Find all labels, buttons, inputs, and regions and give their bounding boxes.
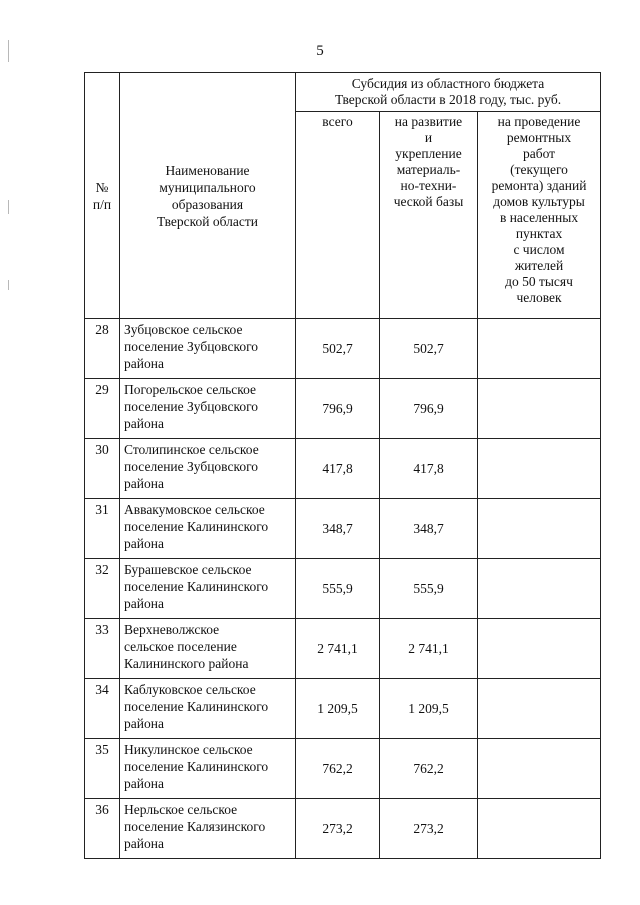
row-total-value: 796,9 xyxy=(296,379,380,439)
table-row xyxy=(85,379,601,439)
row-development-value: 2 741,1 xyxy=(380,619,478,679)
row-repair-value xyxy=(478,679,601,739)
row-development-value: 1 209,5 xyxy=(380,679,478,739)
subsidy-table xyxy=(84,72,601,859)
row-number: 31 xyxy=(85,499,120,559)
header-row-top xyxy=(85,73,601,112)
row-number: 33 xyxy=(85,619,120,679)
row-repair-value xyxy=(478,799,601,859)
row-number: 28 xyxy=(85,319,120,379)
row-total-value: 762,2 xyxy=(296,739,380,799)
row-number: 34 xyxy=(85,679,120,739)
row-municipality-name: Столипинское сельское поселение Зубцовского района xyxy=(120,439,296,499)
row-municipality-name: Зубцовское сельское поселение Зубцовского района xyxy=(120,319,296,379)
row-development-value: 417,8 xyxy=(380,439,478,499)
table-row xyxy=(85,319,601,379)
table-row xyxy=(85,799,601,859)
row-total-value: 417,8 xyxy=(296,439,380,499)
scan-edge-mark xyxy=(8,280,9,290)
table-row xyxy=(85,619,601,679)
table-row xyxy=(85,739,601,799)
table-row xyxy=(85,559,601,619)
header-name-col: Наименование муниципального образования Тверской области xyxy=(120,73,296,319)
header-development-col: на развитие и укрепление материаль- но-техни- ческой базы xyxy=(380,112,478,319)
scan-edge-mark xyxy=(8,200,9,214)
table-row xyxy=(85,679,601,739)
row-number: 32 xyxy=(85,559,120,619)
row-municipality-name: Верхневолжское сельское поселение Калининского района xyxy=(120,619,296,679)
table-row xyxy=(85,439,601,499)
row-total-value: 2 741,1 xyxy=(296,619,380,679)
row-number: 29 xyxy=(85,379,120,439)
header-subsidy-group: Субсидия из областного бюджета Тверской области в 2018 году, тыс. руб. xyxy=(296,73,601,112)
row-development-value: 762,2 xyxy=(380,739,478,799)
row-total-value: 555,9 xyxy=(296,559,380,619)
header-repair-col: на проведение ремонтных работ (текущего ремонта) зданий домов культуры в населенных пунктах с числом жителей до 50 тысяч человек xyxy=(478,112,601,319)
row-repair-value xyxy=(478,619,601,679)
row-total-value: 348,7 xyxy=(296,499,380,559)
row-repair-value xyxy=(478,319,601,379)
row-total-value: 1 209,5 xyxy=(296,679,380,739)
row-repair-value xyxy=(478,739,601,799)
row-repair-value xyxy=(478,439,601,499)
table-header xyxy=(85,73,601,319)
table-body xyxy=(85,319,601,859)
header-total-col: всего xyxy=(296,112,380,319)
row-municipality-name: Погорельское сельское поселение Зубцовского района xyxy=(120,379,296,439)
row-municipality-name: Нерльское сельское поселение Калязинского района xyxy=(120,799,296,859)
row-development-value: 348,7 xyxy=(380,499,478,559)
header-number-col: № п/п xyxy=(85,73,120,319)
row-municipality-name: Бурашевское сельское поселение Калининского района xyxy=(120,559,296,619)
row-development-value: 502,7 xyxy=(380,319,478,379)
row-number: 35 xyxy=(85,739,120,799)
row-development-value: 555,9 xyxy=(380,559,478,619)
row-development-value: 796,9 xyxy=(380,379,478,439)
row-repair-value xyxy=(478,499,601,559)
page-number: 5 xyxy=(316,43,324,59)
row-municipality-name: Каблуковское сельское поселение Калининского района xyxy=(120,679,296,739)
row-development-value: 273,2 xyxy=(380,799,478,859)
row-repair-value xyxy=(478,559,601,619)
row-number: 36 xyxy=(85,799,120,859)
table-row xyxy=(85,499,601,559)
row-number: 30 xyxy=(85,439,120,499)
row-municipality-name: Аввакумовское сельское поселение Калининского района xyxy=(120,499,296,559)
row-municipality-name: Никулинское сельское поселение Калининского района xyxy=(120,739,296,799)
row-total-value: 502,7 xyxy=(296,319,380,379)
row-repair-value xyxy=(478,379,601,439)
row-total-value: 273,2 xyxy=(296,799,380,859)
